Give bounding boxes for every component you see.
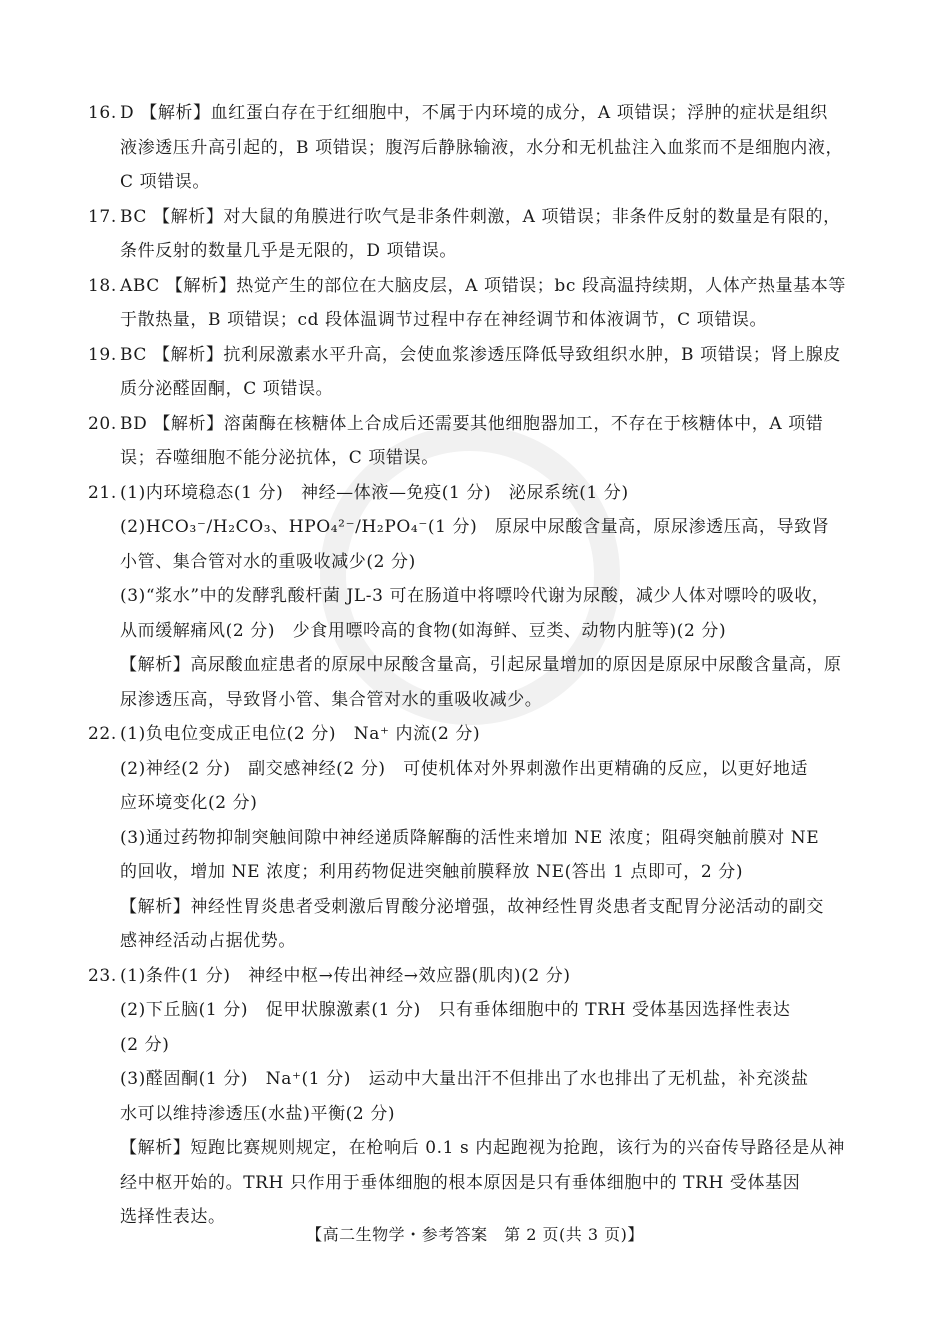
answer-line: 条件反射的数量几乎是无限的，D 项错误。 bbox=[120, 241, 458, 261]
question-number: 21. bbox=[88, 482, 117, 503]
question-number: 22. bbox=[88, 724, 117, 744]
answer-line: (3)“浆水”中的发酵乳酸杆菌 JL-3 可在肠道中将嘌呤代谢为尿酸，减少人体对嘌呤的吸收， bbox=[120, 586, 830, 606]
answer-20 bbox=[88, 407, 866, 476]
answer-line: (2)神经(2 分) 副交感神经(2 分) 可使机体对外界刺激作出更精确的反应，以更好地适 bbox=[120, 758, 809, 779]
answer-22 bbox=[88, 717, 866, 959]
answer-line: (2)下丘脑(1 分) 促甲状腺激素(1 分) 只有垂体细胞中的 TRH 受体基因选择性表达 bbox=[120, 1000, 791, 1020]
answer-line: (3)通过药物抑制突触间隙中神经递质降解酶的活性来增加 NE 浓度；阻碍突触前膜对 NE bbox=[120, 827, 820, 848]
answer-line: (1)负电位变成正电位(2 分) Na⁺ 内流(2 分) bbox=[120, 724, 481, 744]
answer-21 bbox=[88, 476, 866, 718]
answer-line: 于散热量，B 项错误；cd 段体温调节过程中存在神经调节和体液调节，C 项错误。 bbox=[120, 310, 768, 330]
answer-17 bbox=[88, 200, 866, 269]
answer-line: D 【解析】血红蛋白存在于红细胞中，不属于内环境的成分，A 项错误；浮肿的症状是组织 bbox=[120, 103, 828, 123]
question-number: 17. bbox=[88, 206, 117, 227]
analysis-line: 感神经活动占据优势。 bbox=[120, 931, 296, 951]
question-number: 18. bbox=[88, 275, 117, 296]
question-number: 23. bbox=[88, 965, 117, 986]
answer-line: (2 分) bbox=[120, 1034, 170, 1055]
question-number: 16. bbox=[88, 103, 117, 123]
analysis-line: 尿渗透压高，导致肾小管、集合管对水的重吸收减少。 bbox=[120, 689, 543, 710]
answer-line: 水可以维持渗透压(水盐)平衡(2 分) bbox=[120, 1103, 396, 1124]
answer-content bbox=[88, 96, 866, 1235]
answer-line: (1)内环境稳态(1 分) 神经—体液—免疫(1 分) 泌尿系统(1 分) bbox=[120, 482, 629, 503]
question-number: 19. bbox=[88, 344, 117, 365]
answer-line: 的回收，增加 NE 浓度；利用药物促进突触前膜释放 NE(答出 1 点即可，2 分) bbox=[120, 862, 744, 882]
answer-line: 液渗透压升高引起的，B 项错误；腹泻后静脉输液，水分和无机盐注入血浆而不是细胞内液， bbox=[120, 137, 844, 158]
question-number: 20. bbox=[88, 413, 117, 434]
answer-line: (2)HCO₃⁻/H₂CO₃、HPO₄²⁻/H₂PO₄⁻(1 分) 原尿中尿酸含量高，原尿渗透压高，导致肾 bbox=[120, 517, 830, 537]
page-footer: 【高二生物学・参考答案 第 2 页(共 3 页)】 bbox=[306, 1225, 644, 1244]
answer-line: 质分泌醛固酮，C 项错误。 bbox=[120, 379, 334, 399]
analysis-line: 经中枢开始的。TRH 只作用于垂体细胞的根本原因是只有垂体细胞中的 TRH 受体基因 bbox=[120, 1172, 801, 1193]
answer-line: BC 【解析】对大鼠的角膜进行吹气是非条件刺激，A 项错误；非条件反射的数量是有限的， bbox=[120, 206, 841, 227]
answer-line: (3)醛固酮(1 分) Na⁺(1 分) 运动中大量出汗不但排出了水也排出了无机盐，补充淡盐 bbox=[120, 1069, 809, 1089]
answer-line: ABC 【解析】热觉产生的部位在大脑皮层，A 项错误；bc 段高温持续期，人体产热量基本等 bbox=[120, 275, 846, 296]
answer-line: 应环境变化(2 分) bbox=[120, 793, 258, 813]
answer-16 bbox=[88, 96, 866, 200]
answer-18 bbox=[88, 269, 866, 338]
answer-line: 小管、集合管对水的重吸收减少(2 分) bbox=[120, 551, 416, 572]
analysis-line: 【解析】高尿酸血症患者的原尿中尿酸含量高，引起尿量增加的原因是原尿中尿酸含量高，原 bbox=[120, 655, 842, 675]
answer-19 bbox=[88, 338, 866, 407]
analysis-line: 【解析】短跑比赛规则规定，在枪响后 0.1 s 内起跑视为抢跑，该行为的兴奋传导路径是从神 bbox=[120, 1138, 845, 1158]
answer-line: BD 【解析】溶菌酶在核糖体上合成后还需要其他细胞器加工，不存在于核糖体中，A 项错 bbox=[120, 413, 824, 434]
analysis-line: 选择性表达。 bbox=[120, 1207, 226, 1227]
answer-line: C 项错误。 bbox=[120, 172, 211, 192]
answer-23 bbox=[88, 959, 866, 1235]
answer-line: 误；吞噬细胞不能分泌抗体，C 项错误。 bbox=[120, 448, 439, 468]
analysis-line: 【解析】神经性胃炎患者受刺激后胃酸分泌增强，故神经性胃炎患者支配胃分泌活动的副交 bbox=[120, 896, 824, 917]
answer-line: (1)条件(1 分) 神经中枢→传出神经→效应器(肌肉)(2 分) bbox=[120, 965, 571, 986]
answer-line: 从而缓解痛风(2 分) 少食用嘌呤高的食物(如海鲜、豆类、动物内脏等)(2 分) bbox=[120, 620, 727, 641]
answer-line: BC 【解析】抗利尿激素水平升高，会使血浆渗透压降低导致组织水肿，B 项错误；肾上腺皮 bbox=[120, 344, 841, 365]
